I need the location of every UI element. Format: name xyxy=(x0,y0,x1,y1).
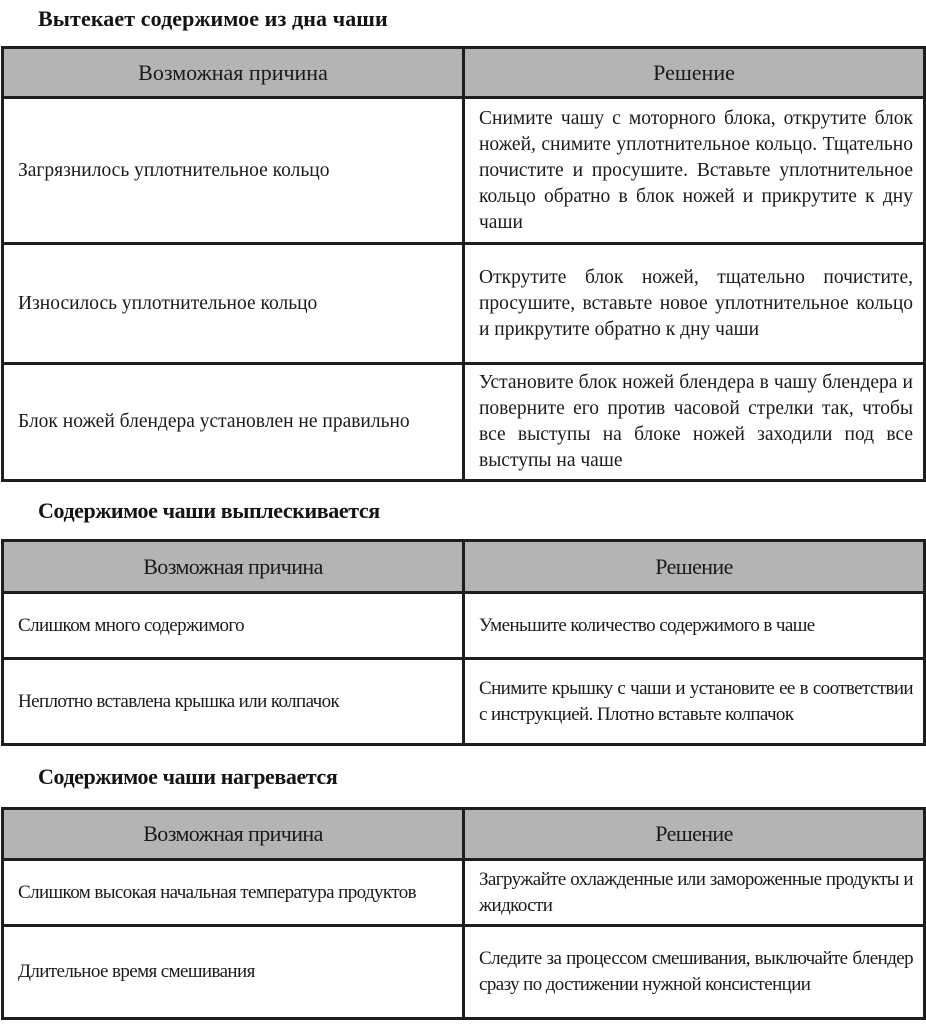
solution-cell: Следите за процессом смешивания, выключайте блендер сразу по достижении нужной консистенции xyxy=(464,926,925,1019)
cause-cell: Длительное время смешивания xyxy=(3,926,464,1019)
solution-cell: Установите блок ножей блендера в чашу блендера и поверните его против часовой стрелки так, чтобы все выступы на блоке ножей заходили под все выступы на чаше xyxy=(464,364,925,481)
section-title-splashing: Содержимое чаши выплескивается xyxy=(38,498,380,523)
table-row xyxy=(3,364,925,481)
troubleshooting-table-leaking-bottom xyxy=(1,46,926,482)
table-row xyxy=(3,860,925,926)
column-header-solution: Решение xyxy=(464,48,925,98)
section-title-heating: Содержимое чаши нагревается xyxy=(38,764,338,789)
table-header-row xyxy=(3,48,925,98)
solution-cell: Уменьшите количество содержимого в чаше xyxy=(464,593,925,659)
cause-cell: Слишком высокая начальная температура продуктов xyxy=(3,860,464,926)
troubleshooting-table-heating xyxy=(1,807,926,1020)
table-row xyxy=(3,593,925,659)
cause-cell: Износилось уплотнительное кольцо xyxy=(3,244,464,364)
table-row xyxy=(3,926,925,1019)
column-header-solution: Решение xyxy=(464,541,925,593)
cause-cell: Загрязнилось уплотнительное кольцо xyxy=(3,98,464,244)
table-row xyxy=(3,244,925,364)
column-header-solution: Решение xyxy=(464,809,925,860)
solution-cell: Снимите чашу с моторного блока, открутите блок ножей, снимите уплотнительное кольцо. Тщательно почистите и просушите. Вставьте уплотнительное кольцо обратно в блок ножей и прикрутите к дну чаши xyxy=(464,98,925,244)
solution-cell: Открутите блок ножей, тщательно почистите, просушите, вставьте новое уплотнительное кольцо и прикрутите обратно к дну чаши xyxy=(464,244,925,364)
column-header-cause: Возможная причина xyxy=(3,809,464,860)
section-title-leaking-bottom: Вытекает содержимое из дна чаши xyxy=(38,6,388,31)
cause-cell: Слишком много содержимого xyxy=(3,593,464,659)
column-header-cause: Возможная причина xyxy=(3,541,464,593)
solution-cell: Снимите крышку с чаши и установите ее в соответствии с инструкцией. Плотно вставьте колпачок xyxy=(464,659,925,745)
table-header-row xyxy=(3,809,925,860)
solution-cell: Загружайте охлажденные или замороженные продукты и жидкости xyxy=(464,860,925,926)
cause-cell: Неплотно вставлена крышка или колпачок xyxy=(3,659,464,745)
troubleshooting-table-splashing xyxy=(1,539,926,746)
table-row xyxy=(3,98,925,244)
column-header-cause: Возможная причина xyxy=(3,48,464,98)
table-header-row xyxy=(3,541,925,593)
cause-cell: Блок ножей блендера установлен не правильно xyxy=(3,364,464,481)
table-row xyxy=(3,659,925,745)
